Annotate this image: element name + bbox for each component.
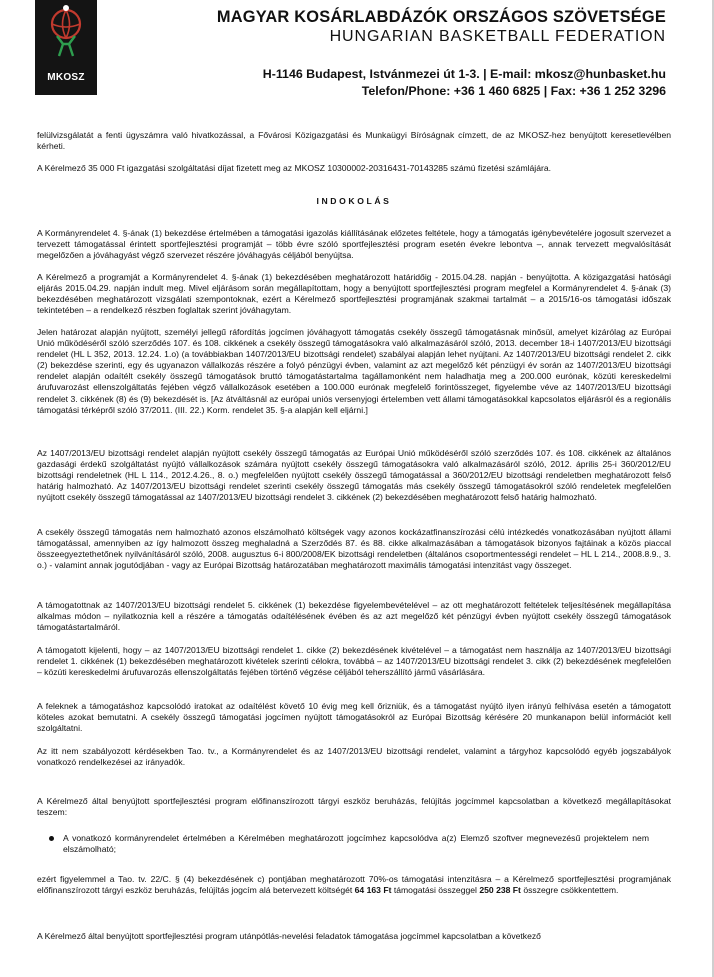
list-item-text: A vonatkozó kormányrendelet értelmében a Kérelmében meghatározott jogcímhez kapcsolódva a(z) Elemző szoftver megnevezésű projektelem nem elszámolható; xyxy=(63,833,649,855)
amount-2: 250 238 Ft xyxy=(479,885,521,896)
paragraph-youth-training: A Kérelmező által benyújtott sportfejlesztési program utánpótlás-nevelési feladatok támogatása jogcímmel kapcsolatban a következő xyxy=(37,931,541,941)
amount-1: 64 163 Ft xyxy=(354,885,392,896)
org-name-hu: MAGYAR KOSÁRLABDÁZÓK ORSZÁGOS SZÖVETSÉGE xyxy=(216,8,666,26)
paragraph-documents: A feleknek a támogatáshoz kapcsolódó iratokat az odaítélést követő 10 évig meg kell őrizniük, és a támogatást nyújtó ilyen irányú felhívása esetén a támogatott köteles azokat bemutatni. A csekély összegű támogatási jogcímen nyújtott támogatásokról az Európai Bizottság kérésére 20 munkanapon belül információt kell szolgáltatni. xyxy=(37,701,671,734)
section-heading: INDOKOLÁS xyxy=(316,196,392,206)
paragraph-exceptions: A támogatott kijelenti, hogy – az 1407/2013/EU bizottsági rendelet 1. cikke (2) bekezdésének kivételével – a támogatást nem használja az 1407/2013/EU bizottsági rendelet 1. cikkének (1) bekezdésében meghatározott kivételek szerinti célokra, továbbá – az 1407/2013/EU bizottsági rendelet 3. cikk (2) bekezdésének megfelelően – közúti kereskedelmi árufuvarozás ellenszolgáltatás fejében történő végzése céljából teherszállító jármű vásárlására. xyxy=(37,645,671,678)
paragraph-findings: A Kérelmező által benyújtott sportfejlesztési program előfinanszírozott tárgyi eszköz beruházás, felújítás jogcímmel kapcsolatban a következő megállapításokat teszem: xyxy=(37,796,671,818)
bullet-icon xyxy=(49,836,54,841)
paragraph-reduction: ezért figyelemmel a Tao. tv. 22/C. § (4) bekezdésének c) pontjában meghatározott 70%-os támogatási intenzitásra – a Kérelmező sportfejlesztési programjának előfinanszírozott tárgyi eszköz beruházás, felújítás jogcím alá betervezett költségét 64 163 Ft támogatási összeggel 250 238 Ft összegre csökkentettem. xyxy=(37,874,671,896)
phone-line: Telefon/Phone: +36 1 460 6825 | Fax: +36 1 252 3296 xyxy=(361,84,666,98)
address-line: H-1146 Budapest, Istvánmezei út 1-3. | E-mail: mkosz@hunbasket.hu xyxy=(262,67,666,81)
paragraph-program-submission: A Kormányrendelet 4. §-ának (1) bekezdése értelmében a támogatási igazolás kiállításának előzetes feltétele, hogy a támogatás igénybevételére jogosult szervezet a tervezett támogatással érintett sportfejlesztési programját – több évre szóló sportfejlesztési program esetén évekre lebontva –, annak tervezett megvalósítását megelőzően a jóváhagyást végző szervezet részére jóváhagyás céljából benyújtsa. xyxy=(37,228,671,261)
paragraph-applicable-law: Az itt nem szabályozott kérdésekben Tao. tv., a Kormányrendelet és az 1407/2013/EU bizottsági rendelet, valamint a tárgyhoz kapcsolódó egyéb jogszabályok vonatkozó rendelkezései az irányadók. xyxy=(37,746,671,768)
paragraph-fee: A Kérelmező 35 000 Ft igazgatási szolgáltatási díjat fizetett meg az MKOSZ 10300002-20316431-70143285 számú fizetési számlájára. xyxy=(37,163,552,173)
paragraph-declaration: A támogatottnak az 1407/2013/EU bizottsági rendelet 5. cikkének (1) bekezdése figyelembevételével – az ott meghatározott feltételek teljesítésének megállapítása alkalmas módon – nyilatkoznia kell a részére a támogatás odaítélésének évében és az azt megelőző két pénzügyi évben nyújtott csekély összegű támogatások támogatástartalmáról. xyxy=(37,600,671,633)
basketball-player-icon xyxy=(35,0,97,70)
org-name-en: HUNGARIAN BASKETBALL FEDERATION xyxy=(329,28,666,45)
mkosz-logo xyxy=(35,0,97,95)
paragraph-de-minimis: Jelen határozat alapján nyújtott, személyi jellegű ráfordítás jogcímen jóváhagyott támogatás csekély összegű támogatásnak minősül, amelyet kizárólag az Európai Unió működéséről szóló szerződés 107. és 108. cikkének a csekély összegű támogatásokra való alkalmazásáról szóló, 2013. december 18-i 1407/2013/EU bizottsági rendelet (HL L 352, 2013. 12.24. 1.o) (a továbbiakban 1407/2013/EU bizottsági rendelet) szabályai alapján lehet nyújtani. Az 1407/2013/EU bizottsági rendelet 2. cikk (2) bekezdése szerinti, egy és ugyanazon vállalkozás részére a folyó pénzügyi évben, valamint az azt megelőző két pénzügyi év során az 1407/2013/EU bizottsági rendelet alapján odaítélt csekély összegű támogatások bruttó támogatástartalma tagállamonként nem haladhatja meg a 200.000 eurónak, közúti kereskedelmi árufuvarozást ellenszolgáltatás fejében végző vállalkozások esetében a 100.000 eurónak megfelelő forintösszeget, figyelembe véve az 1407/2013/EU bizottsági rendelet 3. cikkének (8) és (9) bekezdését is. [Az átváltásnál az európai uniós versenyjogi értelemben vett állami támogatásokkal kapcsolatos eljárásról és a regionális támogatási térképről szóló 37/2011. (III. 22.) Korm. rendelet 35. §-a alapján kell eljárni.] xyxy=(37,327,671,415)
paragraph-state-aid: A csekély összegű támogatás nem halmozható azonos elszámolható költségek vagy azonos kockázatfinanszírozási célú intézkedés vonatkozásában nyújtott állami támogatással, amennyiben az így halmozott összeg meghaladná a Szerződés 87. és 88. cikke alkalmazásában a támogatások bizonyos fajtáinak a közös piaccal összeegyeztethetőnek nyilvánításáról szóló, 2008. augusztus 6-i 800/2008/EK bizottsági rendeletben (általános csoportmentességi rendelet – HL L 214., 2008.8.9., 3. o.) - valamint annak jogutódjában - vagy az Európai Bizottság határozatában meghatározott maximális támogatási intenzitást vagy összeget. xyxy=(37,527,671,571)
paragraph-review: felülvizsgálatát a fenti ügyszámra való hivatkozással, a Fővárosi Közigazgatási és Munkaügyi Bíróságnak címzett, de az MKOSZ-hez benyújtott keresetlevélben kérheti. xyxy=(37,130,671,152)
paragraph-approval: A Kérelmező a programját a Kormányrendelet 4. §-ának (1) bekezdésében meghatározott határidőig - 2015.04.28. napján - benyújtotta. A közigazgatási hatósági eljárás 2015.04.29. napján indult meg. Mivel eljárásom során megállapítottam, hogy a benyújtott sportfejlesztési program megfelel a Kormányrendelet 4. §-ának (3) bekezdésében meghatározott vizsgálati szempontoknak, ezért a Kérelmező sportfejlesztési programjának szakmai tartalmát – a 2015/16-os támogatási időszak tekintetében – a rendelkező részben foglaltak szerint jóváhagytam. xyxy=(37,272,671,316)
paragraph-cumulation: Az 1407/2013/EU bizottsági rendelet alapján nyújtott csekély összegű támogatás az Európai Unió működéséről szóló szerződés 107. és 108. cikkének az általános gazdasági érdekű szolgáltatást nyújtó vállalkozások számára nyújtott csekély összegű támogatásokra való alkalmazásáról szóló, 2012. április 25-i 360/2012/EU bizottsági rendeletnek (HL L 114., 2012.4.26., 8. o.) megfelelően nyújtott csekély összegű támogatással a 360/2012/EU bizottsági rendeletben meghatározott felső határig halmozható. Az 1407/2013/EU bizottsági rendelet szerinti csekély összegű támogatás más csekély összegű támogatásokról szóló rendeletek megfelelően nyújtott csekély összegű támogatással az 1407/2013/EU bizottsági rendelet 3. cikkének (2) bekezdésében meghatározott felső határig halmozható. xyxy=(37,448,671,503)
logo-text: MKOSZ xyxy=(47,72,85,83)
